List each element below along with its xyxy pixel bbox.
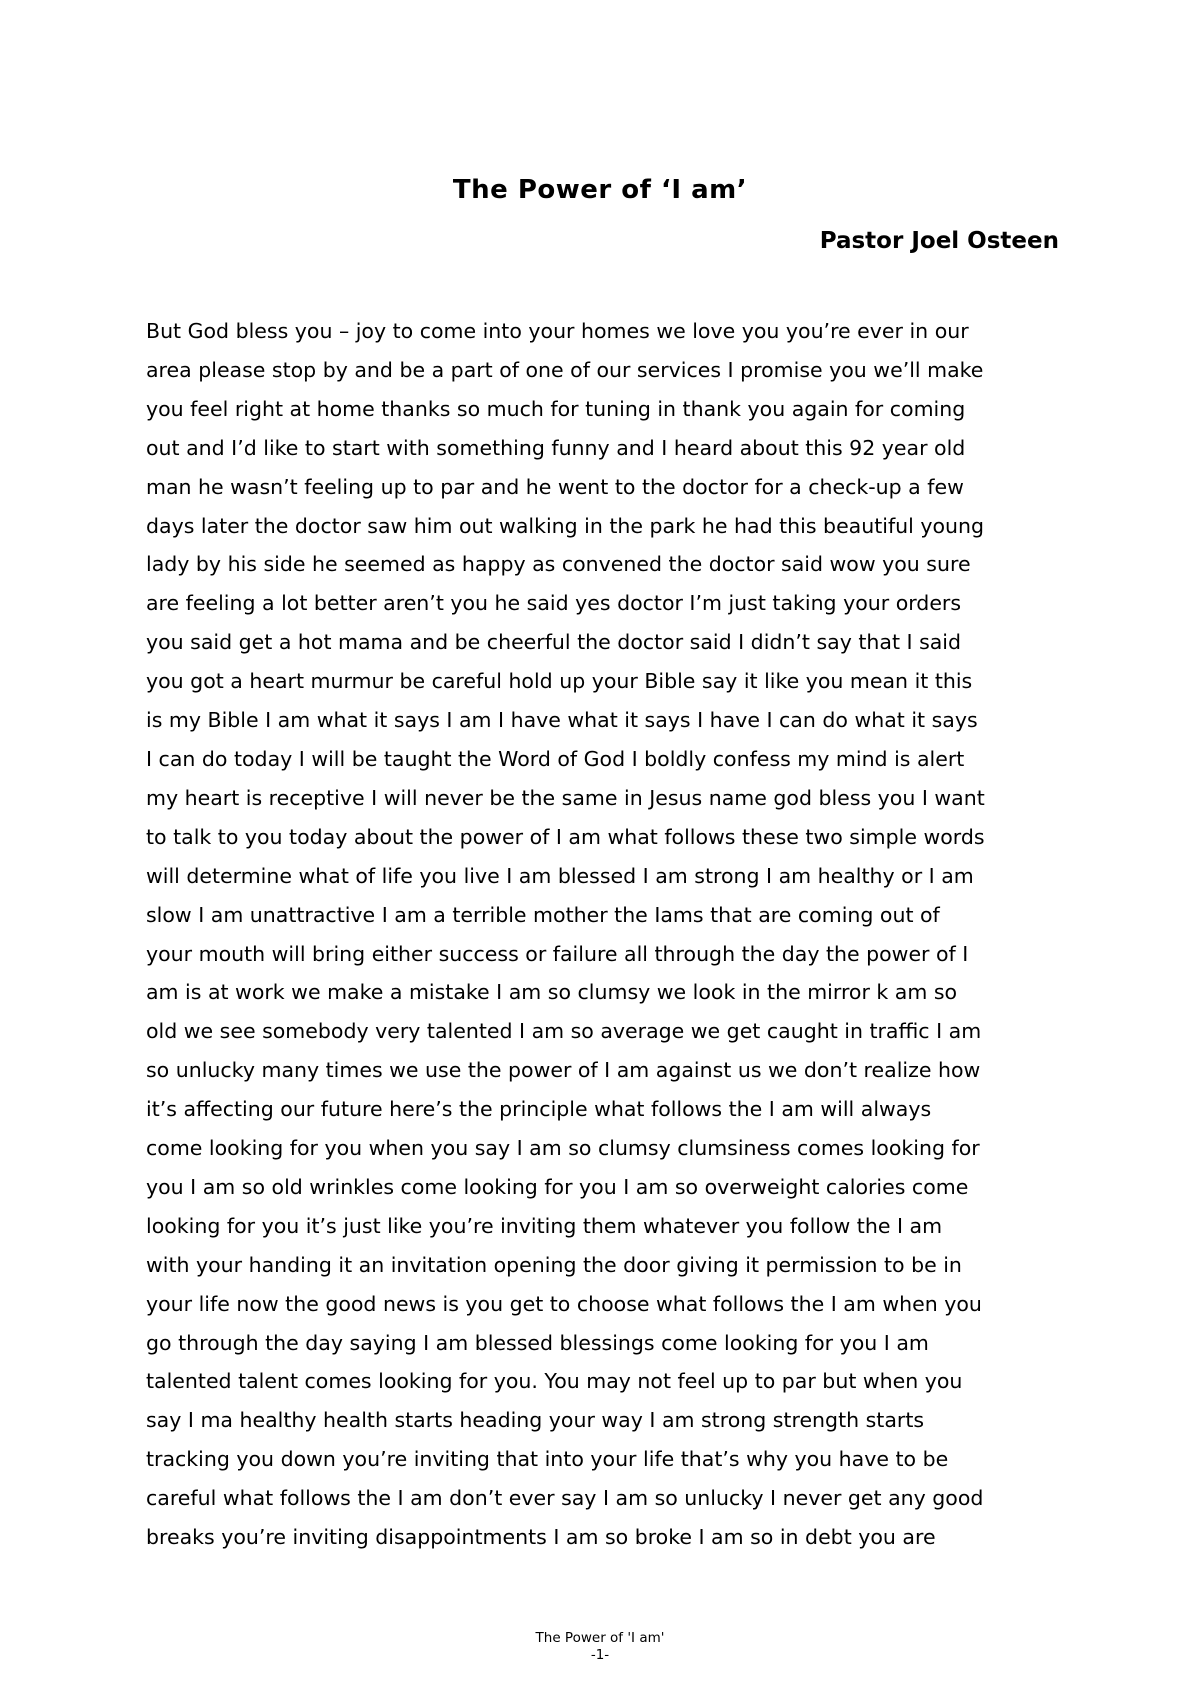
- text-line: out and I’d like to start with something funny and I heard about this 92 year old: [146, 435, 966, 460]
- text-line: your life now the good news is you get to choose what follows the I am when you: [146, 1291, 982, 1316]
- text-line: careful what follows the I am don’t ever say I am so unlucky I never get any good: [146, 1486, 984, 1511]
- text-line: tracking you down you’re inviting that into your life that’s why you have to be: [146, 1447, 949, 1472]
- document-title: The Power of ‘I am’: [452, 175, 748, 205]
- text-line: old we see somebody very talented I am so average we get caught in traffic I am: [146, 1019, 982, 1044]
- text-line: come looking for you when you say I am so clumsy clumsiness comes looking for: [146, 1136, 980, 1161]
- text-line: you feel right at home thanks so much for tuning in thank you again for coming: [146, 396, 966, 421]
- page-footer: [0, 1630, 1200, 1664]
- text-line: it’s affecting our future here’s the principle what follows the I am will always: [146, 1097, 932, 1122]
- document-author: Pastor Joel Osteen: [819, 228, 1059, 254]
- footer-title: The Power of 'I am': [535, 1630, 665, 1646]
- text-line: But God bless you – joy to come into your homes we love you you’re ever in our: [146, 319, 969, 343]
- text-line: breaks you’re inviting disappointments I am so broke I am so in debt you are: [146, 1525, 936, 1550]
- text-line: go through the day saying I am blessed blessings come looking for you I am: [146, 1330, 929, 1355]
- text-line: I can do today I will be taught the Word of God I boldly confess my mind is alert: [146, 746, 965, 771]
- text-line: area please stop by and be a part of one of our services I promise you we’ll make: [146, 357, 984, 382]
- text-line: is my Bible I am what it says I am I have what it says I have I can do what it says: [146, 708, 978, 733]
- text-line: to talk to you today about the power of I am what follows these two simple words: [146, 824, 985, 849]
- text-line: say I ma healthy health starts heading your way I am strong strength starts: [146, 1408, 925, 1433]
- body-text: [146, 312, 1066, 1557]
- text-line: you said get a hot mama and be cheerful the doctor said I didn’t say that I said: [146, 630, 962, 655]
- text-line: will determine what of life you live I am blessed I am strong I am healthy or I am: [146, 863, 974, 888]
- text-line: with your handing it an invitation opening the door giving it permission to be in: [146, 1252, 962, 1277]
- text-line: days later the doctor saw him out walking in the park he had this beautiful young: [146, 513, 985, 538]
- text-line: are feeling a lot better aren’t you he said yes doctor I’m just taking your orders: [146, 591, 962, 616]
- text-line: slow I am unattractive I am a terrible mother the Iams that are coming out of: [146, 902, 940, 927]
- text-line: you got a heart murmur be careful hold up your Bible say it like you mean it this: [146, 669, 973, 694]
- text-line: your mouth will bring either success or failure all through the day the power of I: [146, 941, 969, 966]
- text-line: man he wasn’t feeling up to par and he went to the doctor for a check-up a few: [146, 474, 964, 499]
- text-line: talented talent comes looking for you. You may not feel up to par but when you: [146, 1369, 963, 1394]
- text-line: so unlucky many times we use the power of I am against us we don’t realize how: [146, 1058, 981, 1083]
- text-line: lady by his side he seemed as happy as convened the doctor said wow you sure: [146, 552, 971, 577]
- text-line: my heart is receptive I will never be the same in Jesus name god bless you I want: [146, 785, 985, 810]
- text-line: am is at work we make a mistake I am so clumsy we look in the mirror k am so: [146, 980, 958, 1005]
- page-number: -1-: [590, 1647, 610, 1663]
- text-line: looking for you it’s just like you’re inviting them whatever you follow the I am: [146, 1213, 943, 1238]
- text-line: you I am so old wrinkles come looking for you I am so overweight calories come: [146, 1174, 969, 1199]
